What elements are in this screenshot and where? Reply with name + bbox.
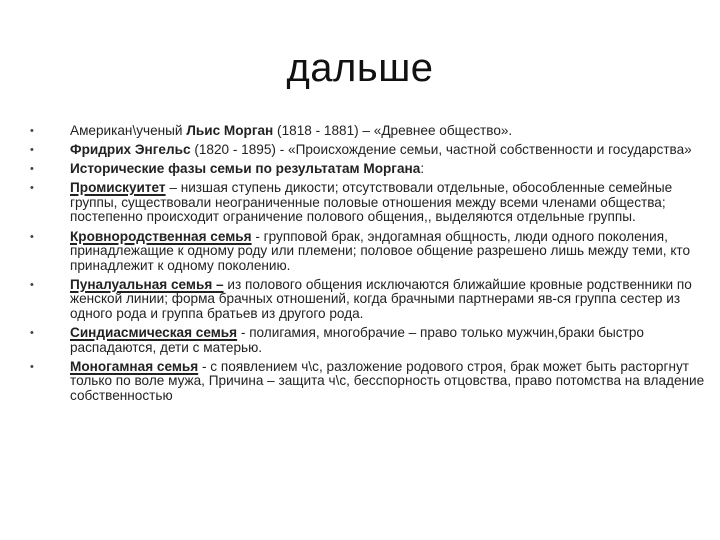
item-text: (1820 - 1895) - «Происхождение семьи, частной собственности и государства» [190,142,692,158]
bullet-icon: • [30,163,34,176]
bullet-icon: • [30,182,34,195]
item-bold: Льис Морган [186,123,274,138]
item-text: Американ\ученый [70,123,187,138]
item-text: – низшая ступень дикости; отсутствовали отдельные, обособленные семейные группы, существовали неограниченные половые отношения между всеми членами общества; постепенно происходит ограничение полового общения,, выделяются отдельные группы. [70,180,673,225]
bullet-icon: • [30,125,34,137]
item-text: - полигамия, многобрачие – право только мужчин,браки быстро распадаются, дети с матерью. [70,325,644,355]
item-term: Моногамная семья [70,358,199,374]
item-term: Пуналуальная семья – [70,276,224,292]
item-term: Синдиасмическая семья [70,325,238,341]
item-bold: Фридрих Энгельс [70,142,191,158]
item-bold: Исторические фазы семьи по результатам Моргана [70,161,421,177]
list-item [30,124,710,139]
list-item [30,278,710,322]
item-text: (1818 - 1881) – «Древнее общество». [273,123,513,138]
bullet-icon: • [30,360,34,373]
list-item [30,360,710,404]
bullet-icon: • [30,230,34,243]
bullet-icon: • [30,327,34,340]
list-item [30,326,710,355]
item-text: из полового общения исключаются ближайшие кровные родственники по женской линии; форма брачных отношений, когда брачными партнерами яв-ся группа сестер из одного рода и группа братьев из другого рода. [70,276,692,322]
item-text: : [420,161,425,177]
bullet-icon: • [30,144,34,157]
item-text: - групповой брак, эндогамная общность, люди одного поколения, принадлежащие к одному роду или племени; половое общение разрешено лишь между теми, кто принадлежит к одному поколению. [70,228,691,273]
item-term: Промискуитет [70,180,166,196]
bullet-icon: • [30,278,34,291]
bullet-list [30,124,710,408]
list-item [30,230,710,274]
item-term: Кровнородственная семья [70,228,252,244]
list-item [30,162,710,177]
list-item [30,143,710,158]
slide-title: дальше [286,46,434,90]
item-text: - с появлением ч\с, разложение родового строя, брак может быть расторгнут только по воле мужа, Причина – защита ч\с, бесспорность отцовства, право потомства на владение собственностью [70,358,705,403]
list-item [30,181,710,225]
